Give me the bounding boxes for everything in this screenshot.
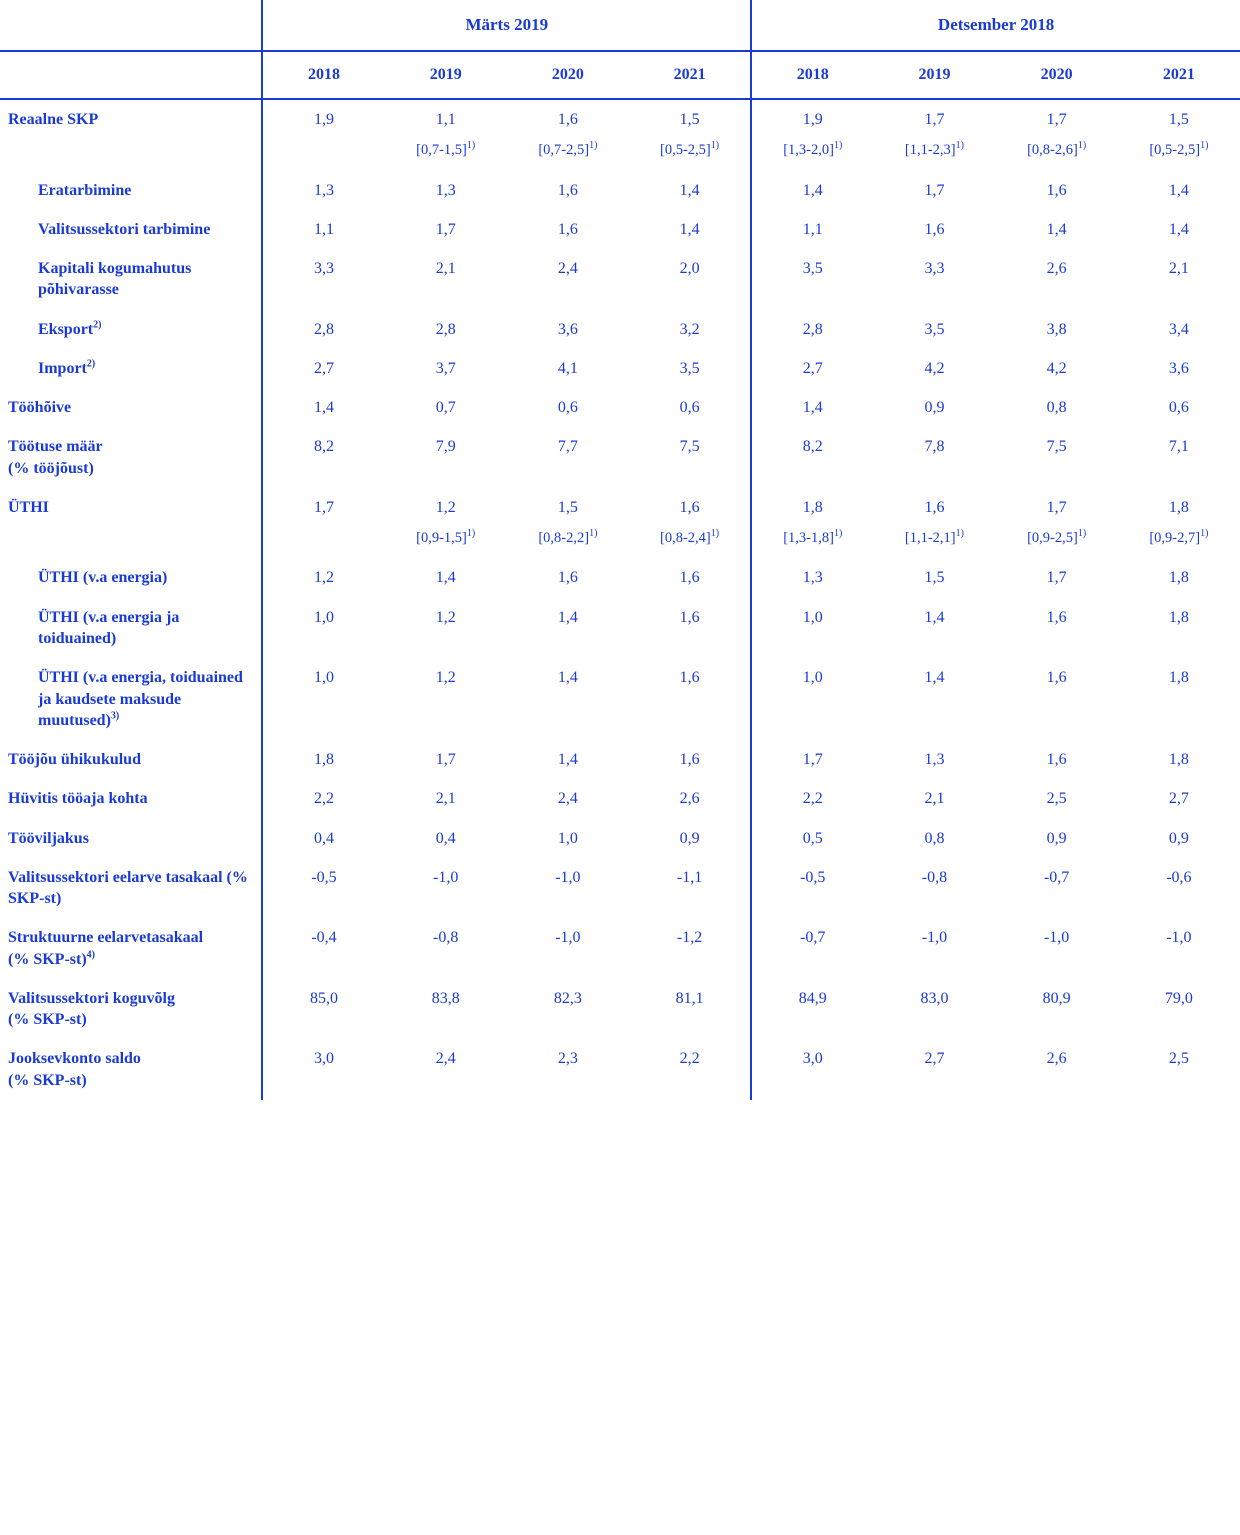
cell-value: 0,6	[1168, 399, 1189, 417]
header-group-march-2019: Märts 2019	[262, 0, 751, 51]
cell-value: 1,7	[435, 220, 456, 238]
cell-value: 0,5	[751, 819, 873, 858]
cell-value: 1,8	[1168, 498, 1189, 516]
cell-value: 1,7	[1046, 569, 1067, 587]
cell-value: 2,7	[924, 1050, 945, 1068]
cell-value: 4,2	[924, 359, 945, 377]
cell-range: [0,9‑2,7]$^{1)}$	[1149, 528, 1209, 547]
cell-value: 4,1	[557, 359, 578, 377]
cell-value: 1,0	[557, 829, 578, 847]
row-label: ÜTHI (v.a energia)	[38, 569, 168, 587]
cell-value: -0,8	[433, 929, 459, 947]
cell-range: [1,1‑2,3]$^{1)}$	[904, 140, 964, 159]
table-body	[0, 99, 1240, 1100]
header-year-d2021: 2021	[1118, 51, 1240, 99]
cell-value: 2,8	[262, 310, 384, 349]
cell-value: -1,2	[676, 929, 703, 947]
cell-value: 1,3	[262, 171, 384, 210]
table-row	[0, 171, 1240, 210]
cell-value: 1,8	[1168, 569, 1189, 587]
cell-value: -1,0	[921, 929, 948, 947]
cell-value: 1,6	[924, 498, 945, 516]
table-row	[0, 210, 1240, 249]
cell-value: 2,7	[751, 349, 873, 388]
footnote-marker: 1)	[1077, 528, 1087, 540]
cell-value: 2,7	[262, 349, 384, 388]
table-row	[0, 819, 1240, 858]
cell-value: 79,0	[1164, 989, 1193, 1007]
footnote-marker: 1)	[589, 528, 598, 540]
cell-value: 1,6	[1046, 669, 1067, 687]
header-year-d2020: 2020	[996, 51, 1118, 99]
cell-value: 1,7	[924, 181, 945, 199]
cell-value: 83,8	[431, 989, 460, 1007]
cell-value: 1,7	[1046, 111, 1067, 128]
row-label: ÜTHI	[8, 498, 49, 516]
cell-value: 2,8	[435, 320, 456, 338]
cell-range: [0,8‑2,2]$^{1)}$	[538, 528, 598, 547]
footnote-marker: 1)	[589, 140, 598, 152]
row-label: Jooksevkonto saldo (% SKP-st)	[8, 1050, 141, 1089]
cell-value: 2,2	[751, 779, 873, 818]
cell-value: 1,2	[435, 669, 456, 687]
cell-value: 0,6	[557, 399, 578, 417]
cell-value: -1,0	[433, 868, 459, 886]
row-label: Struktuurne eelarvetasakaal (% SKP-st)$^{4)}$	[8, 929, 204, 968]
cell-value: 3,8	[1046, 320, 1067, 338]
row-label: Tööviljakus	[8, 829, 89, 847]
cell-value: 1,4	[1168, 220, 1189, 238]
cell-value: 1,3	[924, 751, 945, 769]
cell-value: 3,0	[262, 1039, 384, 1100]
cell-value: 1,8	[1168, 751, 1189, 769]
cell-value: 1,6	[679, 498, 700, 516]
cell-value: -0,8	[921, 868, 948, 886]
table-row	[0, 658, 1240, 740]
table-row-range	[0, 527, 1240, 558]
cell-value: 1,4	[435, 569, 456, 587]
header-year-m2019: 2019	[385, 51, 507, 99]
cell-value: 2,7	[1168, 790, 1189, 808]
cell-value: -1,0	[555, 868, 581, 886]
cell-value: 1,9	[751, 99, 873, 139]
row-label: Tööjõu ühikukulud	[8, 751, 141, 769]
table-header	[0, 0, 1240, 99]
cell-value: 1,6	[1046, 751, 1067, 769]
cell-value: 82,3	[553, 989, 582, 1007]
cell-value: 1,6	[557, 181, 578, 199]
cell-value: 0,9	[1168, 829, 1189, 847]
footnote-marker: 3)	[110, 710, 120, 722]
cell-value: 1,5	[924, 569, 945, 587]
row-label: Valitsussektori tarbimine	[38, 220, 211, 238]
cell-value: 2,1	[435, 260, 456, 278]
cell-value: -0,4	[262, 918, 384, 979]
footnote-marker: 1)	[466, 140, 476, 152]
cell-value: 2,6	[1046, 1050, 1067, 1068]
row-label-range	[0, 527, 262, 558]
header-year-corner-cell	[0, 51, 262, 99]
table-row	[0, 979, 1240, 1040]
cell-value: 2,0	[679, 260, 700, 278]
cell-value: 2,8	[751, 310, 873, 349]
cell-value: 1,7	[262, 488, 384, 527]
footnote-marker: 1)	[1200, 140, 1209, 152]
row-label: Eksport$^{2)}$	[38, 319, 102, 338]
row-label: Tööhõive	[8, 399, 72, 417]
cell-value: 1,4	[262, 388, 384, 427]
row-label: Import$^{2)}$	[38, 358, 96, 377]
cell-value: 1,0	[751, 598, 873, 659]
cell-value: 2,4	[435, 1050, 456, 1068]
cell-value: 2,2	[262, 779, 384, 818]
cell-range: [1,3‑2,0]$^{1)}$	[751, 139, 873, 170]
cell-value: 3,5	[751, 249, 873, 310]
table-row	[0, 558, 1240, 597]
footnote-marker: 1)	[1200, 528, 1209, 540]
cell-range: [0,5‑2,5]$^{1)}$	[1149, 140, 1209, 159]
cell-range: [0,7‑2,5]$^{1)}$	[538, 140, 598, 159]
cell-value: 7,5	[1046, 438, 1067, 456]
cell-value: 1,4	[557, 669, 578, 687]
cell-value: 2,3	[557, 1050, 578, 1068]
cell-value: 1,5	[1168, 111, 1189, 128]
footnote-marker: 1)	[466, 528, 476, 540]
cell-value: 2,1	[435, 790, 456, 808]
cell-value: 1,1	[262, 210, 384, 249]
table-row	[0, 349, 1240, 388]
cell-value: 1,1	[751, 210, 873, 249]
cell-value: -1,0	[1166, 929, 1192, 947]
cell-value: 1,6	[557, 569, 578, 587]
cell-value: 8,2	[262, 427, 384, 488]
cell-value: 1,0	[262, 658, 384, 740]
cell-value: 7,1	[1168, 438, 1189, 456]
cell-value: -0,5	[262, 858, 384, 919]
row-label: ÜTHI (v.a energia, toiduained ja kaudsete maksude muutused)$^{3)}$	[38, 669, 243, 729]
row-label: Valitsussektori eelarve tasakaal (% SKP-st)	[8, 868, 248, 908]
cell-value: 4,2	[1046, 359, 1067, 377]
footnote-marker: 1)	[1077, 140, 1087, 152]
cell-value: 3,6	[557, 320, 578, 338]
header-year-row	[0, 51, 1240, 99]
cell-value: 1,4	[751, 171, 873, 210]
cell-value: 1,3	[751, 558, 873, 597]
row-label-range	[0, 139, 262, 170]
cell-value: 7,7	[557, 438, 578, 456]
cell-value: 2,5	[1046, 790, 1067, 808]
cell-value: 2,6	[1046, 260, 1067, 278]
cell-value: 3,3	[924, 260, 945, 278]
table-row	[0, 488, 1240, 527]
cell-value: 1,4	[679, 220, 700, 238]
header-group-row	[0, 0, 1240, 51]
footnote-marker: 1)	[710, 528, 720, 540]
cell-range: [1,1‑2,1]$^{1)}$	[904, 528, 964, 547]
header-year-m2018: 2018	[262, 51, 384, 99]
footnote-marker: 1)	[955, 528, 964, 540]
cell-value: 1,6	[679, 608, 700, 626]
cell-value: 3,6	[1168, 359, 1189, 377]
cell-value: 7,5	[679, 438, 700, 456]
cell-value: -1,1	[676, 868, 703, 886]
row-label: Töötuse määr (% tööjõust)	[8, 438, 103, 477]
cell-value: 0,6	[679, 399, 700, 417]
cell-value: 1,7	[435, 751, 456, 769]
row-label: Reaalne SKP	[8, 111, 99, 128]
cell-value: 1,8	[262, 740, 384, 779]
cell-value: 84,9	[751, 979, 873, 1040]
cell-value: 0,7	[435, 399, 456, 417]
cell-value: 1,4	[1046, 220, 1067, 238]
table-row	[0, 598, 1240, 659]
cell-value: 1,2	[435, 498, 456, 516]
cell-range: [0,8‑2,4]$^{1)}$	[660, 528, 720, 547]
cell-value: 1,0	[262, 598, 384, 659]
cell-range: [0,9‑1,5]$^{1)}$	[416, 528, 476, 547]
table-row	[0, 858, 1240, 919]
cell-value: 2,1	[924, 790, 945, 808]
cell-value: 3,4	[1168, 320, 1189, 338]
row-label: Valitsussektori koguvõlg (% SKP-st)	[8, 989, 175, 1029]
table-row	[0, 918, 1240, 979]
cell-value: 1,2	[435, 608, 456, 626]
cell-value: 1,2	[262, 558, 384, 597]
cell-value: -1,0	[1043, 929, 1070, 947]
footnote-marker: 2)	[86, 358, 96, 370]
cell-value: 1,4	[1168, 181, 1189, 199]
cell-value: 1,4	[751, 388, 873, 427]
cell-value: 8,2	[751, 427, 873, 488]
table-row	[0, 779, 1240, 818]
cell-value: 0,9	[1046, 829, 1067, 847]
cell-value: 2,1	[1168, 260, 1189, 278]
cell-value: 1,4	[679, 181, 700, 199]
cell-value: 0,9	[924, 399, 945, 417]
cell-value: 1,1	[435, 111, 456, 128]
cell-value: 83,0	[920, 989, 949, 1007]
cell-value: 2,4	[557, 790, 578, 808]
cell-value: 1,4	[924, 608, 945, 626]
cell-range	[262, 527, 384, 558]
header-year-d2018: 2018	[751, 51, 873, 99]
cell-value: 1,7	[751, 740, 873, 779]
cell-value: 1,5	[557, 498, 578, 516]
table-row	[0, 310, 1240, 349]
cell-value: 1,8	[751, 488, 873, 527]
table-row	[0, 388, 1240, 427]
table-row-range	[0, 139, 1240, 170]
header-corner-cell	[0, 0, 262, 51]
cell-value: 0,4	[262, 819, 384, 858]
cell-value: 2,4	[557, 260, 578, 278]
footnote-marker: 1)	[833, 528, 843, 540]
cell-value: 7,8	[924, 438, 945, 456]
cell-range	[262, 139, 384, 170]
cell-value: 0,4	[435, 829, 456, 847]
row-label: Hüvitis tööaja kohta	[8, 790, 148, 808]
table-row	[0, 99, 1240, 139]
cell-value: 0,9	[679, 829, 700, 847]
cell-value: -0,7	[751, 918, 873, 979]
cell-value: 1,6	[1046, 608, 1067, 626]
cell-value: 2,5	[1168, 1050, 1189, 1068]
cell-value: 1,5	[679, 111, 700, 128]
cell-value: 0,8	[1046, 399, 1067, 417]
cell-range: [0,9‑2,5]$^{1)}$	[1027, 528, 1087, 547]
cell-value: -0,7	[1043, 868, 1070, 886]
cell-value: 1,8	[1168, 608, 1189, 626]
cell-value: 1,4	[557, 751, 578, 769]
cell-range: [0,7‑1,5]$^{1)}$	[416, 140, 476, 159]
table-row	[0, 740, 1240, 779]
cell-value: 3,5	[924, 320, 945, 338]
table-row	[0, 427, 1240, 488]
cell-value: 81,1	[675, 989, 704, 1007]
cell-value: 3,5	[679, 359, 700, 377]
cell-value: 7,9	[435, 438, 456, 456]
footnote-marker: 1)	[955, 140, 964, 152]
table-row	[0, 1039, 1240, 1100]
table-row	[0, 249, 1240, 310]
row-label: Eratarbimine	[38, 181, 132, 199]
cell-value: 3,3	[262, 249, 384, 310]
cell-value: 1,6	[557, 111, 578, 128]
header-year-m2021: 2021	[629, 51, 751, 99]
cell-range: [0,8‑2,6]$^{1)}$	[1027, 140, 1087, 159]
cell-value: 1,6	[679, 569, 700, 587]
cell-value: -1,0	[555, 929, 581, 947]
cell-value: 1,0	[751, 658, 873, 740]
cell-value: 3,0	[751, 1039, 873, 1100]
cell-value: 1,7	[924, 111, 945, 128]
cell-value: 0,8	[924, 829, 945, 847]
cell-value: 85,0	[262, 979, 384, 1040]
cell-value: -0,5	[751, 858, 873, 919]
footnote-marker: 1)	[710, 140, 720, 152]
cell-value: 1,6	[679, 669, 700, 687]
cell-value: 1,4	[557, 608, 578, 626]
footnote-marker: 1)	[833, 140, 843, 152]
row-label: ÜTHI (v.a energia ja toiduained)	[38, 608, 180, 648]
cell-value: 3,7	[435, 359, 456, 377]
cell-value: 1,4	[924, 669, 945, 687]
footnote-marker: 4)	[86, 949, 95, 961]
cell-value: 1,9	[262, 99, 384, 139]
row-label: Kapitali kogumahutus põhivarasse	[38, 260, 192, 299]
cell-range: [1,3‑1,8]$^{1)}$	[751, 527, 873, 558]
cell-range: [0,5‑2,5]$^{1)}$	[660, 140, 720, 159]
cell-value: 1,6	[679, 751, 700, 769]
cell-value: 1,6	[924, 220, 945, 238]
cell-value: 1,6	[1046, 181, 1067, 199]
cell-value: 1,7	[1046, 498, 1067, 516]
header-group-december-2018: Detsember 2018	[751, 0, 1240, 51]
header-year-d2019: 2019	[873, 51, 995, 99]
cell-value: 2,2	[679, 1050, 700, 1068]
cell-value: -0,6	[1166, 868, 1192, 886]
cell-value: 3,2	[679, 320, 700, 338]
cell-value: 1,8	[1168, 669, 1189, 687]
cell-value: 1,6	[557, 220, 578, 238]
cell-value: 2,6	[679, 790, 700, 808]
header-year-m2020: 2020	[507, 51, 629, 99]
footnote-marker: 2)	[93, 319, 102, 331]
cell-value: 1,3	[435, 181, 456, 199]
cell-value: 80,9	[1042, 989, 1071, 1007]
